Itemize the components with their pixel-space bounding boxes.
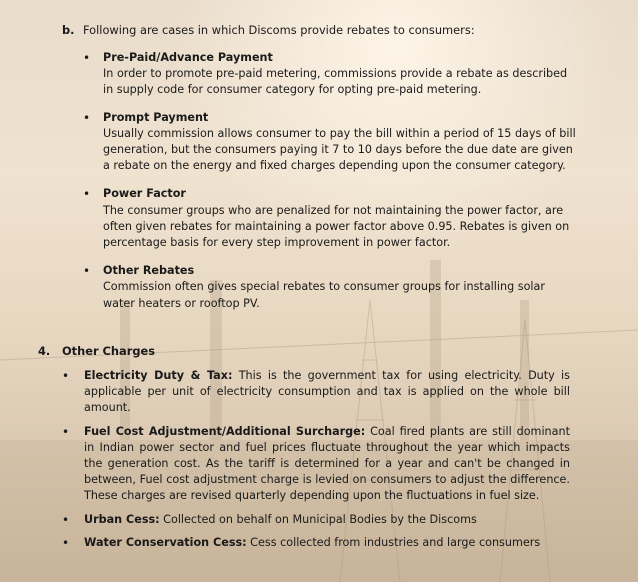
- bullet-icon: •: [62, 424, 70, 439]
- section-b-heading: [62, 22, 475, 38]
- list-item: [0, 368, 638, 417]
- list-item: [0, 512, 638, 528]
- section-b-letter: b.: [62, 23, 75, 37]
- section-4-heading: [38, 343, 155, 359]
- charge-title: Electricity Duty & Tax:: [84, 369, 233, 382]
- rebate-title: Other Rebates: [103, 264, 195, 278]
- rebate-list: [0, 50, 638, 324]
- bullet-icon: •: [83, 264, 91, 279]
- charge-title: Water Conservation Cess:: [84, 535, 247, 549]
- bullet-icon: •: [62, 535, 70, 550]
- charge-description: Collected on behalf on Municipal Bodies by the Discoms: [159, 512, 477, 526]
- charge-title: Fuel Cost Adjustment/Additional Surcharge:: [84, 424, 366, 438]
- section-4-number: 4.: [38, 344, 51, 358]
- charge-title: Urban Cess:: [84, 512, 160, 526]
- charges-list: [0, 368, 638, 558]
- list-item: [0, 186, 638, 251]
- rebate-description: Usually commission allows consumer to pay the bill within a period of 15 days of bill generation, but the consumers paying it 7 to 10 days before the due date are given a rebate on the energy and fixed charges depending upon the consumer category.: [103, 126, 576, 173]
- charge-description: Cess collected from industries and large consumers: [246, 535, 541, 549]
- bullet-icon: •: [62, 512, 70, 527]
- section-b-title: Following are cases in which Discoms provide rebates to consumers:: [83, 23, 475, 37]
- rebate-title: Power Factor: [103, 187, 186, 201]
- bullet-icon: •: [62, 369, 70, 383]
- charge-description: Coal fired plants are still dominant in Indian power sector and fuel prices fluctuate throughout the year which impacts the generation cost. As the tariff is determined for a year and can't be changed in between, Fuel cost adjustment charge is levied on consumers to adjust the difference. These charges are revised quarterly depending upon the fluctuations in fuel size.: [84, 424, 570, 503]
- charge-description: This is the government tax for using electricity. Duty is applicable per unit of electricity consumption and tax is applied on the whole bill amount.: [84, 369, 570, 415]
- rebate-description: In order to promote pre-paid metering, commissions provide a rebate as described in supply code for consumer category for opting pre-paid metering.: [103, 67, 568, 97]
- list-item: [0, 263, 638, 312]
- rebate-description: Commission often gives special rebates to consumer groups for installing solar water heaters or rooftop PV.: [103, 280, 545, 310]
- rebate-title: Prompt Payment: [103, 110, 209, 124]
- bullet-icon: •: [83, 51, 91, 65]
- list-item: [0, 424, 638, 505]
- bullet-icon: •: [83, 110, 91, 125]
- bullet-icon: •: [83, 187, 91, 202]
- list-item: [0, 535, 638, 551]
- rebate-description: The consumer groups who are penalized for not maintaining the power factor, are often given rebates for maintaining a power factor above 0.95. Rebates is given on percentage basis for every step improvement in power factor.: [103, 203, 570, 250]
- list-item: [0, 110, 638, 175]
- section-4-title: Other Charges: [62, 344, 155, 358]
- rebate-title: Pre-Paid/Advance Payment: [103, 51, 273, 64]
- list-item: [0, 50, 638, 99]
